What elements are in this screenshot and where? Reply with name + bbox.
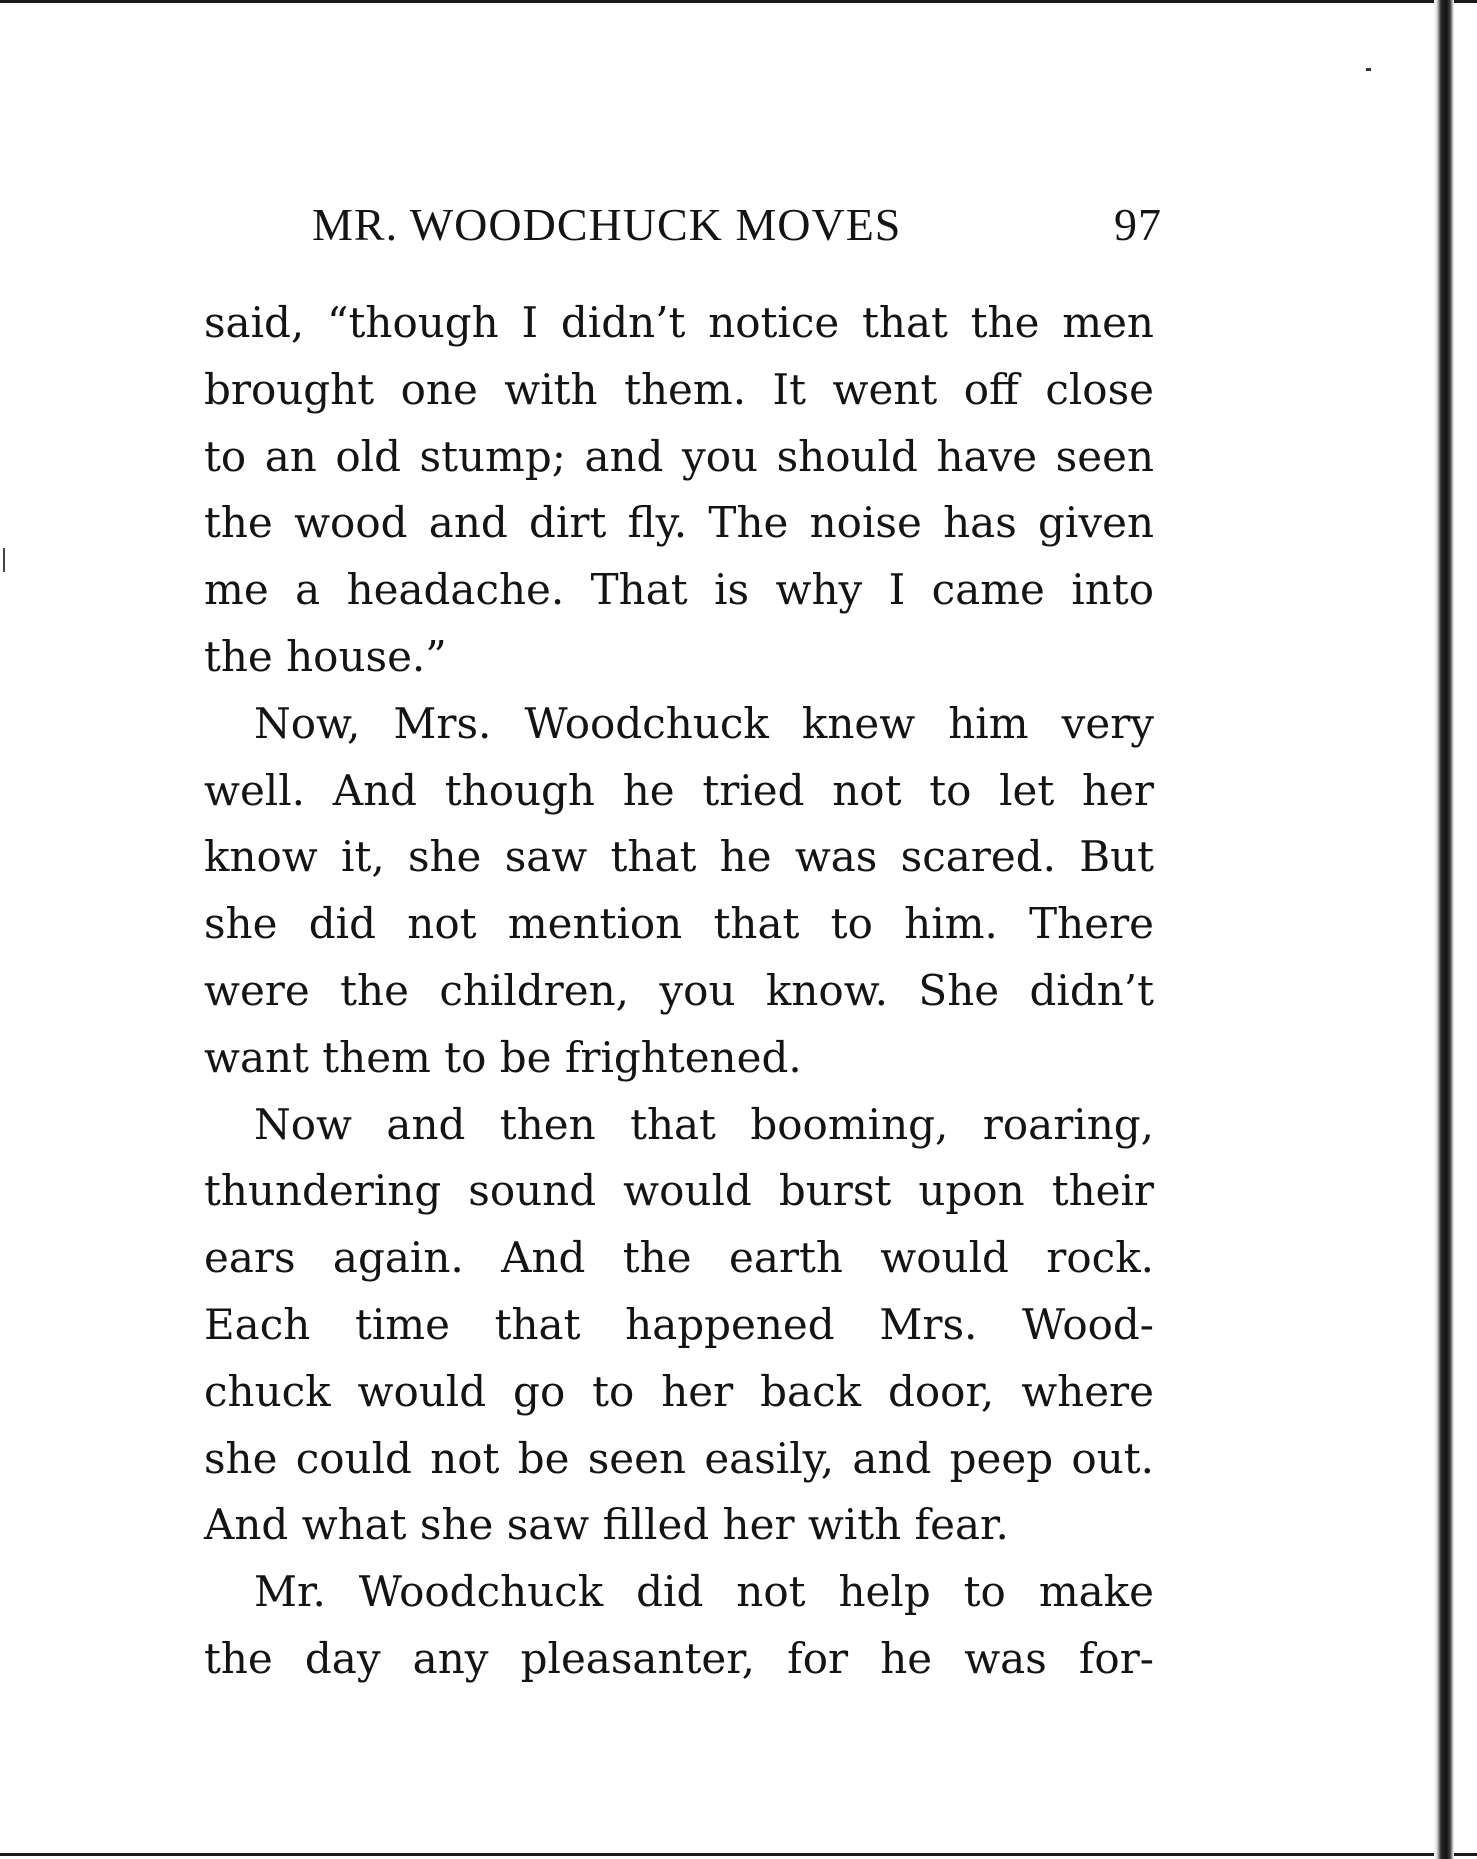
scan-speck	[1366, 68, 1371, 71]
text-line: thundering sound would burst upon their	[204, 1166, 1154, 1216]
page-top-edge	[0, 0, 1477, 3]
chapter-title: MR. WOODCHUCK MOVES	[312, 199, 902, 250]
text-line: know it, she saw that he was scared. But	[204, 832, 1154, 882]
text-line: want them to be frightened.	[204, 1032, 802, 1082]
text-line: me a headache. That is why I came into	[204, 565, 1154, 615]
text-line: were the children, you know. She didn’t	[204, 965, 1154, 1015]
running-header	[312, 198, 1162, 258]
text-line: to an old stump; and you should have seen	[204, 431, 1154, 481]
text-line: the house.”	[204, 631, 447, 681]
body-text	[204, 290, 1154, 1693]
text-line: brought one with them. It went off close	[204, 364, 1154, 414]
text-line: the wood and dirt fly. The noise has given	[204, 498, 1154, 548]
page-bottom-edge	[0, 1853, 1477, 1856]
page-number: 97	[1114, 199, 1162, 250]
text-line: chuck would go to her back door, where	[204, 1366, 1154, 1416]
text-line: Now, Mrs. Woodchuck knew him very	[254, 698, 1154, 748]
text-line: she could not be seen easily, and peep out.	[204, 1433, 1154, 1483]
text-line: said, “though I didn’t notice that the men	[204, 298, 1154, 347]
text-line: well. And though he tried not to let her	[204, 765, 1154, 815]
text-line: Each time that happened Mrs. Wood-	[204, 1299, 1154, 1349]
text-line: the day any pleasanter, for he was for-	[204, 1633, 1154, 1683]
text-line: And what she saw filled her with fear.	[204, 1500, 1009, 1550]
book-binding-edge	[1434, 0, 1454, 1859]
scan-mark	[3, 548, 5, 572]
text-line: she did not mention that to him. There	[204, 899, 1154, 949]
text-line: ears again. And the earth would rock.	[204, 1233, 1154, 1283]
text-line: Now and then that booming, roaring,	[254, 1099, 1154, 1149]
text-line: Mr. Woodchuck did not help to make	[254, 1567, 1154, 1617]
